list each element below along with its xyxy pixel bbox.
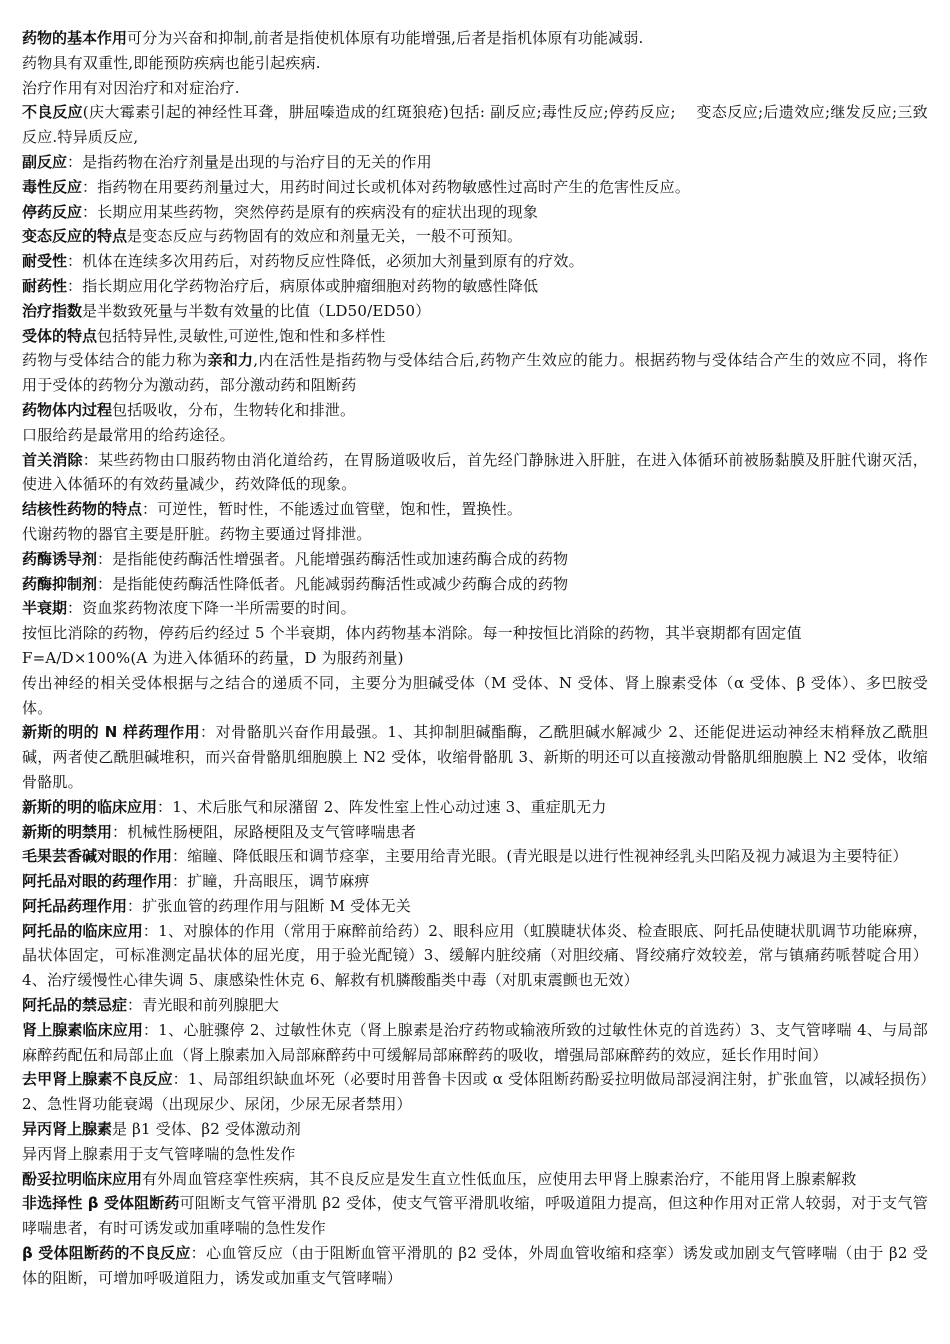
paragraph [22,1067,928,1117]
paragraph [22,1167,928,1192]
bold-term: 副反应 [22,152,68,171]
paragraph [22,572,928,597]
paragraph [22,150,928,175]
bold-term: 耐受性 [22,252,68,271]
paragraph [22,274,928,299]
bold-term: 受体的特点 [22,326,98,345]
paragraph [22,919,928,993]
body-text: ：是指能使药酶活性增强者。凡能增强药酶活性或加速药酶合成的药物 [97,549,569,568]
paragraph [22,844,928,869]
body-text: 是变态反应与药物固有的效应和剂量无关，一般不可预知。 [127,227,523,246]
paragraph [22,1018,928,1068]
body-text: ：是指药物在治疗剂量是出现的与治疗目的无关的作用 [67,152,432,171]
bold-term: 变态反应的特点 [22,227,128,246]
bold-term: 药物的基本作用 [22,29,128,47]
paragraph [22,522,928,547]
bold-term: 结核性药物的特点 [22,500,143,519]
paragraph [22,1191,928,1241]
paragraph [22,348,928,398]
bold-term: 异丙肾上腺素 [22,1120,113,1139]
body-text: 按恒比消除的药物，停药后约经过 5 个半衰期，体内药物基本消除。每一种按恒比消除的药物，其半衰期都有固定值 [22,624,802,643]
body-text: ：指药物在用要药剂量过大，用药时间过长或机体对药物敏感性过高时产生的危害性反应。 [82,177,691,196]
paragraph [22,720,928,794]
bold-term: 新斯的明的临床应用 [22,797,158,816]
paragraph [22,621,928,646]
paragraph [22,795,928,820]
bold-term: 阿托品的临床应用 [22,921,143,940]
body-text: ：扩瞳，升高眼压，调节麻痹 [172,872,370,891]
paragraph [22,993,928,1018]
bold-term: 药酶抑制剂 [22,574,98,593]
paragraph [22,224,928,249]
body-text: ：1、心脏骤停 2、过敏性休克（肾上腺素是治疗药物或输液所致的过敏性休克的首选药）3、支气管哮喘 4、与局部麻醉药配伍和局部止血（肾上腺素加入局部麻醉药中可缓解局部麻醉药的吸收，增强局部麻醉药的效应，延长作用时间） [22,1020,928,1064]
paragraph [22,51,928,76]
bold-term: β 受体阻断药的不良反应 [22,1244,191,1263]
bold-term: 半衰期 [22,599,68,618]
body-text: ：对骨骼肌兴奋作用最强。1、其抑制胆碱酯酶，乙酰胆碱水解减少 2、还能促进运动神经末梢释放乙酰胆碱，两者使乙酰胆碱堆积，而兴奋骨骼肌细胞膜上 N2 受体，收缩骨骼肌 3、新斯的明还可以直接激动骨骼肌细胞膜上 N2 受体，收缩骨骼肌。 [22,723,929,791]
paragraph [22,76,928,101]
paragraph [22,1117,928,1142]
bold-term: 不良反应 [22,103,83,122]
body-text: (庆大霉素引起的神经性耳聋，肼屈嗪造成的红斑狼疮)包括: 副反应;毒性反应;停药反应; 变态反应;后遗效应;继发反应;三致反应.特异质反应, [22,103,928,147]
body-text: ：缩瞳、降低眼压和调节痉挛，主要用给青光眼。(青光眼是以进行性视神经乳头凹陷及视力减退为主要特征） [172,847,908,866]
paragraph [22,100,928,150]
body-text: 药物与受体结合的能力称为 [22,351,208,370]
bold-term: 毒性反应 [22,177,83,196]
paragraph [22,448,928,498]
paragraph [22,299,928,324]
paragraph [22,869,928,894]
bold-term: 药物体内过程 [22,400,113,419]
body-text: 有外周血管痉挛性疾病，其不良反应是发生直立性低血压，应使用去甲肾上腺素治疗，不能用肾上腺素解救 [142,1169,857,1188]
body-text: 包括特异性,灵敏性,可逆性,饱和性和多样性 [97,326,386,345]
paragraph [22,497,928,522]
paragraph [22,596,928,621]
body-text: 口服给药是最常用的给药途径。 [22,425,235,444]
paragraph [22,1241,928,1291]
body-text: ：长期应用某些药物，突然停药是原有的疾病没有的症状出现的现象 [82,202,539,221]
body-text: 异丙肾上腺素用于支气管哮喘的急性发作 [22,1144,296,1163]
paragraph [22,646,928,671]
bold-term: 非选择性 β 受体阻断药 [22,1194,180,1213]
body-text: ：机械性肠梗阻，尿路梗阻及支气管哮喘患者 [112,822,417,841]
bold-term: 亲和力 [207,351,254,370]
bold-term: 阿托品的禁忌症 [22,996,128,1015]
body-text: ：某些药物由口服药物由消化道给药，在胃肠道吸收后，首先经门静脉进入肝脏，在进入体循环前被肠黏膜及肝脏代谢灭活，使进入体循环的有效药量减少，药效降低的现象。 [22,450,928,494]
body-text: 可阻断支气管平滑肌 β2 受体，使支气管平滑肌收缩，呼吸道阻力提高，但这种作用对正常人较弱，对于支气管哮喘患者，有时可诱发或加重哮喘的急性发作 [22,1194,928,1238]
body-text: 是 β1 受体、β2 受体激动剂 [112,1120,301,1139]
body-text: 治疗作用有对因治疗和对症治疗. [22,78,240,97]
body-text: 代谢药物的器官主要是肝脏。药物主要通过肾排泄。 [22,524,372,543]
bold-term: 耐药性 [22,276,68,295]
paragraph [22,398,928,423]
body-text: ：扩张血管的药理作用与阻断 M 受体无关 [127,896,411,915]
body-text: ：1、局部组织缺血坏死（必要时用普鲁卡因或 α 受体阻断药酚妥拉明做局部浸润注射，扩张血管，以减轻损伤）2、急性肾功能衰竭（出现尿少、尿闭，少尿无尿者禁用） [22,1070,928,1114]
body-text: ：指长期应用化学药物治疗后，病原体或肿瘤细胞对药物的敏感性降低 [67,276,539,295]
body-text: ：1、术后胀气和尿潴留 2、阵发性室上性心动过速 3、重症肌无力 [157,797,607,816]
bold-term: 去甲肾上腺素不良反应 [22,1070,173,1089]
bold-term: 阿托品药理作用 [22,896,128,915]
body-text: 药物具有双重性,即能预防疾病也能引起疾病. [22,53,321,72]
body-text: ：机体在连续多次用药后，对药物反应性降低，必须加大剂量到原有的疗效。 [67,252,584,271]
paragraph [22,423,928,448]
body-text: ：是指能使药酶活性降低者。凡能减弱药酶活性或减少药酶合成的药物 [97,574,569,593]
body-text: ：心血管反应（由于阻断血管平滑肌的 β2 受体，外周血管收缩和痉挛）诱发或加剧支气管哮喘（由于 β2 受体的阻断，可增加呼吸道阻力，诱发或加重支气管哮喘） [22,1244,928,1287]
bold-term: 阿托品对眼的药理作用 [22,872,173,891]
bold-term: 首关消除 [22,450,83,469]
paragraph [22,547,928,572]
paragraph [22,894,928,919]
paragraph [22,175,928,200]
bold-term: 新斯的明禁用 [22,822,113,841]
body-text: 是半数致死量与半数有效量的比值（LD50/ED50） [82,301,431,320]
bold-term: 酚妥拉明临床应用 [22,1169,143,1188]
bold-term: 毛果芸香碱对眼的作用 [22,847,173,866]
paragraph [22,249,928,274]
bold-term: 肾上腺素临床应用 [22,1020,143,1039]
body-text: ：1、对腺体的作用（常用于麻醉前给药）2、眼科应用（虹膜睫状体炎、检查眼底、阿托品使睫状肌调节功能麻痹，晶状体固定，可标准测定晶状体的屈光度，用于验光配镜）3、缓解内脏绞痛（对胆绞痛、肾绞痛疗效较差，常与镇痛药哌替啶合用）4、治疗缓慢性心律失调 5、康感染性休克 6、解救有机膦酸酯类中毒（对肌束震颤也无效） [22,921,928,990]
body-text: F=A/D×100%(A 为进入体循环的药量，D 为服药剂量) [22,648,404,667]
bold-term: 新斯的明的 N 样药理作用 [22,723,200,742]
paragraph [22,26,928,51]
paragraph [22,324,928,349]
bold-term: 停药反应 [22,202,83,221]
body-text: ：可逆性，暂时性，不能透过血管壁，饱和性，置换性。 [142,500,523,519]
body-text: 包括吸收，分布，生物转化和排泄。 [112,400,356,419]
body-text: 可分为兴奋和抑制,前者是指使机体原有功能增强,后者是指机体原有功能减弱. [127,29,644,47]
paragraph [22,820,928,845]
paragraph [22,671,928,721]
paragraph [22,1142,928,1167]
body-text: ：资血浆药物浓度下降一半所需要的时间。 [67,599,356,618]
body-text: 传出神经的相关受体根据与之结合的递质不同，主要分为胆碱受体（M 受体、N 受体、肾上腺素受体（α 受体、β 受体）、多巴胺受体。 [22,673,928,717]
body-text: ：青光眼和前列腺肥大 [127,996,280,1015]
bold-term: 药酶诱导剂 [22,549,98,568]
body-text: ,内在活性是指药物与受体结合后,药物产生效应的能力。根据药物与受体结合产生的效应不同，将作用于受体的药物分为激动药，部分激动药和阻断药 [22,351,928,395]
bold-term: 治疗指数 [22,301,83,320]
paragraph [22,200,928,225]
